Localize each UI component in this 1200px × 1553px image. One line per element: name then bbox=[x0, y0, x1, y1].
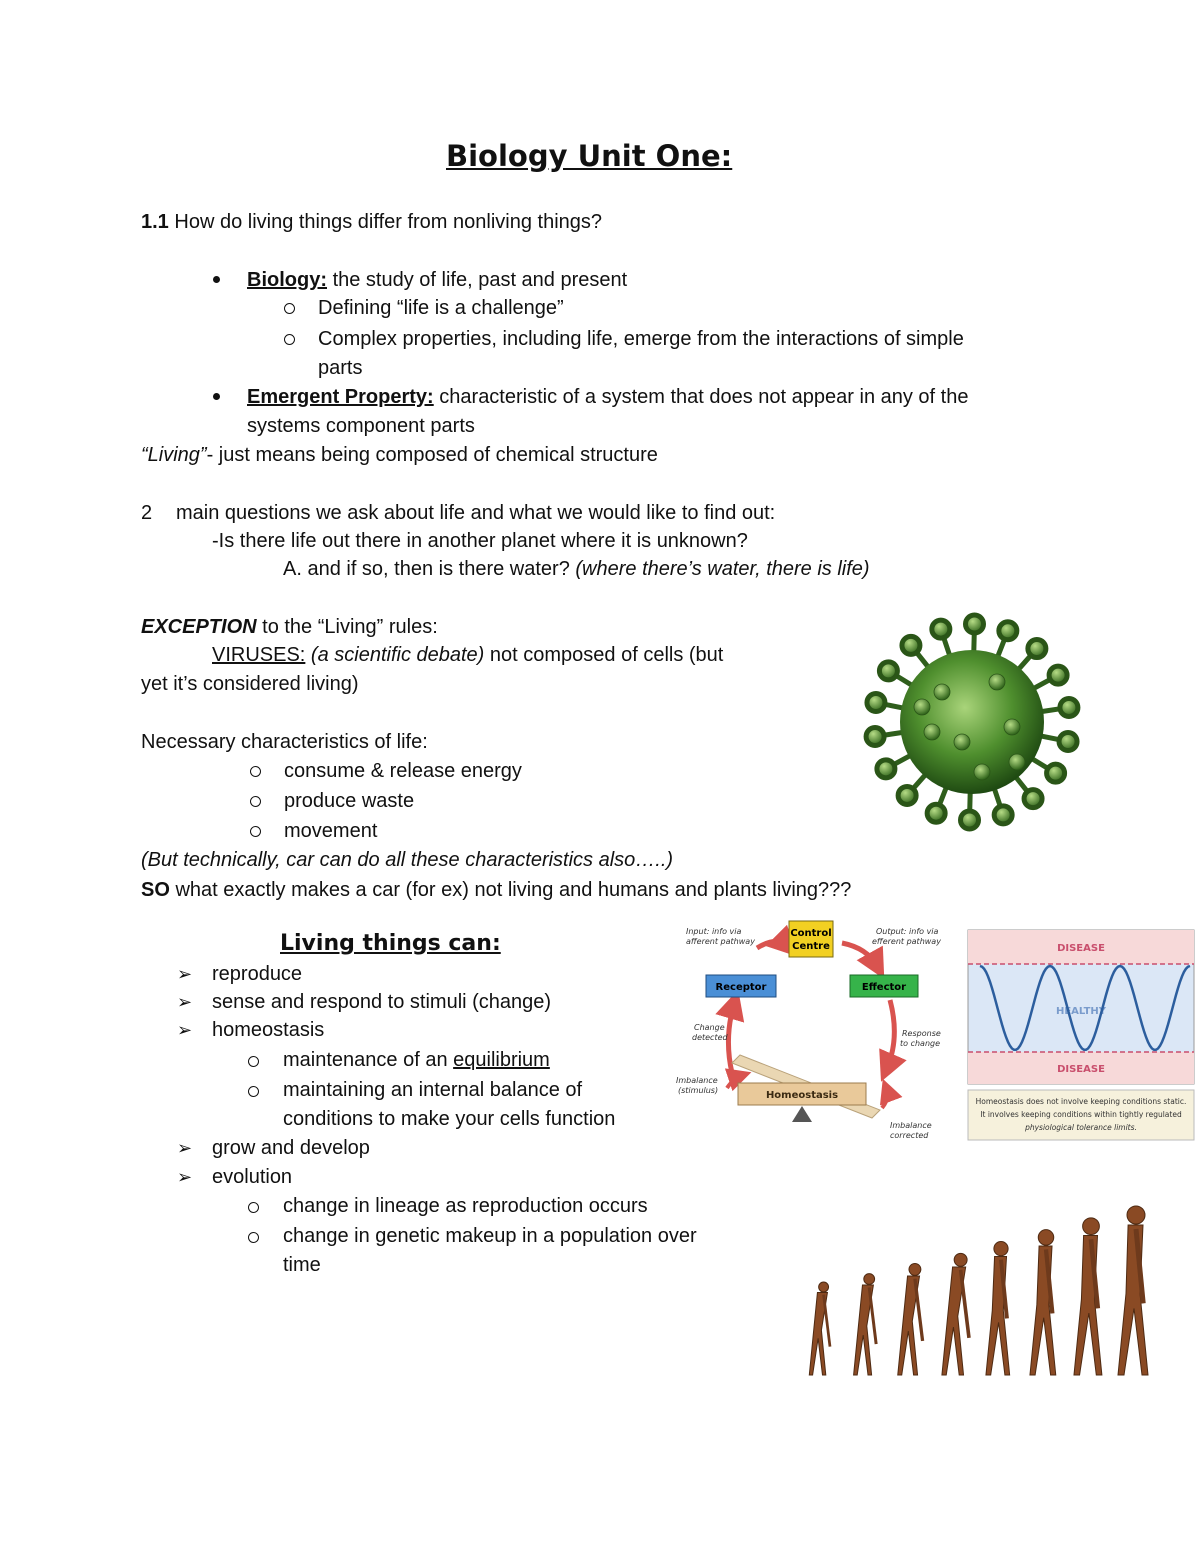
caption-line: It involves keeping conditions within tightly regulated bbox=[980, 1110, 1182, 1119]
cycle-arrow bbox=[882, 1090, 888, 1108]
virus-knob bbox=[961, 811, 979, 829]
virus-knob bbox=[877, 760, 895, 778]
virus-knob bbox=[932, 620, 950, 638]
bullet bbox=[213, 276, 220, 283]
question-number: 1.1 bbox=[141, 211, 169, 233]
virus-knob bbox=[924, 724, 940, 740]
page-title: Biology Unit One: bbox=[446, 139, 733, 173]
arrow-bullet-icon: ➢ bbox=[177, 964, 193, 984]
evolution-sub: change in genetic makeup in a population over bbox=[283, 1225, 697, 1247]
sub-bullet bbox=[248, 1056, 259, 1067]
sub-item: Complex properties, including life, emerge from the interactions of simple bbox=[318, 328, 964, 350]
output-label-1: Output: info via bbox=[876, 927, 939, 936]
virus-image bbox=[862, 612, 1102, 832]
necessary-item: produce waste bbox=[284, 790, 415, 812]
virus-knob bbox=[1059, 732, 1077, 750]
output-label-2: efferent pathway bbox=[872, 937, 941, 946]
input-label-2: afferent pathway bbox=[686, 937, 755, 946]
homeostasis-sub-text: maintenance of an bbox=[283, 1049, 448, 1071]
hominid-figure bbox=[1074, 1218, 1102, 1375]
answer-a bbox=[283, 557, 870, 581]
biology-term: Biology: bbox=[247, 269, 327, 291]
evolution-sub: change in lineage as reproduction occurs bbox=[283, 1195, 648, 1217]
disease-bottom-label: DISEASE bbox=[1057, 1064, 1105, 1075]
virus-knob bbox=[934, 684, 950, 700]
virus-knob bbox=[867, 694, 885, 712]
virus-knob bbox=[914, 699, 930, 715]
sub-bullet bbox=[248, 1086, 259, 1097]
imbalance-label-2: (stimulus) bbox=[678, 1086, 719, 1095]
control-label-2: Centre bbox=[792, 941, 830, 952]
sub-bullet bbox=[250, 826, 261, 837]
can-item: reproduce bbox=[212, 963, 303, 985]
question-1-1 bbox=[141, 210, 602, 234]
cycle-arrow bbox=[757, 941, 787, 948]
viruses-cont: yet it’s considered living) bbox=[141, 673, 359, 695]
evolution-sub-cont: time bbox=[283, 1254, 321, 1276]
living-rest: - just means being composed of chemical structure bbox=[206, 444, 658, 466]
viruses-rest: not composed of cells (but bbox=[489, 644, 724, 666]
virus-knob bbox=[1028, 640, 1046, 658]
viruses-line bbox=[212, 643, 723, 667]
disease-top-label: DISEASE bbox=[1057, 943, 1105, 954]
caption-line: Homeostasis does not involve keeping conditions static. bbox=[975, 1097, 1187, 1106]
can-item: evolution bbox=[212, 1166, 293, 1188]
virus-knob bbox=[1009, 754, 1025, 770]
virus-knob bbox=[1024, 790, 1042, 808]
caption-line: physiological tolerance limits. bbox=[1025, 1123, 1137, 1132]
sub-item: Defining “life is a challenge” bbox=[318, 297, 564, 319]
arrow-bullet-icon: ➢ bbox=[177, 1020, 193, 1040]
sub-bullet bbox=[248, 1202, 259, 1213]
hominid-figure bbox=[854, 1274, 877, 1375]
effector-label: Effector bbox=[861, 982, 907, 993]
questions-number: 2 bbox=[141, 502, 153, 524]
virus-knob bbox=[1047, 764, 1065, 782]
virus-knob bbox=[898, 786, 916, 804]
sub-item-cont: parts bbox=[318, 357, 363, 379]
biology-def: the study of life, past and present bbox=[332, 269, 628, 291]
homeostasis-sub: maintaining an internal balance of bbox=[283, 1079, 583, 1101]
can-item: homeostasis bbox=[212, 1019, 325, 1041]
viruses-note: (a scientific debate) bbox=[310, 644, 485, 666]
homeostasis-sub-cont: conditions to make your cells function bbox=[283, 1108, 616, 1130]
virus-knob bbox=[902, 636, 920, 654]
virus-knob bbox=[1049, 666, 1067, 684]
necessary-item: movement bbox=[284, 820, 378, 842]
emergent-definition bbox=[247, 385, 968, 409]
homeostasis-sub bbox=[283, 1048, 550, 1072]
virus-knob bbox=[954, 734, 970, 750]
exception-line bbox=[141, 615, 438, 639]
question-1: -Is there life out there in another planet where it is unknown? bbox=[212, 530, 748, 552]
necessary-item: consume & release energy bbox=[284, 760, 522, 782]
virus-knob bbox=[989, 674, 1005, 690]
arrow-bullet-icon: ➢ bbox=[177, 1167, 193, 1187]
equilibrium-word: equilibrium bbox=[453, 1049, 550, 1071]
cycle-arrow bbox=[842, 943, 877, 966]
can-item: sense and respond to stimuli (change) bbox=[212, 991, 552, 1013]
hominid-figure bbox=[809, 1282, 830, 1375]
emergent-term: Emergent Property: bbox=[247, 386, 434, 408]
receptor-label: Receptor bbox=[715, 982, 767, 993]
arrow-bullet-icon: ➢ bbox=[177, 992, 193, 1012]
hominid-figure bbox=[898, 1263, 923, 1375]
imbalance-label-1: Imbalance bbox=[676, 1076, 718, 1085]
emergent-def: characteristic of a system that does not appear in any of the bbox=[439, 386, 969, 408]
viruses-term: VIRUSES: bbox=[212, 644, 306, 666]
input-label-1: Input: info via bbox=[686, 927, 742, 936]
virus-knob bbox=[866, 728, 884, 746]
sub-bullet bbox=[250, 766, 261, 777]
virus-knob bbox=[994, 806, 1012, 824]
bullet bbox=[213, 393, 220, 400]
cycle-arrow bbox=[887, 1000, 894, 1068]
response-label-2: to change bbox=[900, 1039, 941, 1048]
arrow-bullet-icon: ➢ bbox=[177, 1138, 193, 1158]
necessary-note: (But technically, car can do all these characteristics also…..) bbox=[141, 849, 674, 871]
so-line bbox=[141, 878, 851, 902]
health-range-chart bbox=[966, 928, 1196, 1142]
virus-knob bbox=[879, 662, 897, 680]
corrected-label-2: corrected bbox=[890, 1131, 929, 1140]
questions-text: main questions we ask about life and what we would like to find out: bbox=[176, 502, 776, 524]
healthy-label: HEALTHY bbox=[1055, 1006, 1107, 1017]
human-evolution-image bbox=[785, 1190, 1170, 1390]
sub-bullet bbox=[284, 303, 295, 314]
emergent-cont: systems component parts bbox=[247, 415, 475, 437]
response-label-1: Response bbox=[902, 1029, 941, 1038]
so-rest: what exactly makes a car (for ex) not living and humans and plants living??? bbox=[175, 879, 852, 901]
control-label-1: Control bbox=[790, 928, 832, 939]
virus-knob bbox=[999, 622, 1017, 640]
corrected-label-1: Imbalance bbox=[890, 1121, 932, 1130]
sub-bullet bbox=[284, 334, 295, 345]
hominid-figure bbox=[1030, 1230, 1056, 1375]
biology-definition bbox=[247, 268, 627, 292]
hominid-figure bbox=[986, 1241, 1010, 1375]
living-things-heading: Living things can: bbox=[280, 931, 501, 956]
answer-a-text: A. and if so, then is there water? bbox=[283, 558, 570, 580]
so-word: SO bbox=[141, 879, 170, 901]
exception-word: EXCEPTION bbox=[141, 616, 257, 638]
answer-a-note: (where there’s water, there is life) bbox=[575, 558, 870, 580]
sub-bullet bbox=[248, 1232, 259, 1243]
change-label-2: detected bbox=[692, 1033, 728, 1042]
hominid-figure bbox=[942, 1253, 969, 1375]
homeostasis-diagram bbox=[672, 918, 952, 1148]
living-word: “Living” bbox=[141, 444, 207, 466]
exception-rest: to the “Living” rules: bbox=[262, 616, 438, 638]
change-label-1: Change bbox=[694, 1023, 725, 1032]
question-text: How do living things differ from nonliving things? bbox=[174, 211, 603, 233]
living-note bbox=[141, 443, 658, 467]
virus-knob bbox=[1004, 719, 1020, 735]
hominid-figure bbox=[1118, 1206, 1148, 1375]
virus-knob bbox=[965, 615, 983, 633]
sub-bullet bbox=[250, 796, 261, 807]
necessary-heading: Necessary characteristics of life: bbox=[141, 731, 428, 753]
virus-knob bbox=[974, 764, 990, 780]
virus-knob bbox=[927, 804, 945, 822]
virus-knob bbox=[1060, 698, 1078, 716]
can-item: grow and develop bbox=[212, 1137, 370, 1159]
homeostasis-center-label: Homeostasis bbox=[765, 1090, 839, 1101]
